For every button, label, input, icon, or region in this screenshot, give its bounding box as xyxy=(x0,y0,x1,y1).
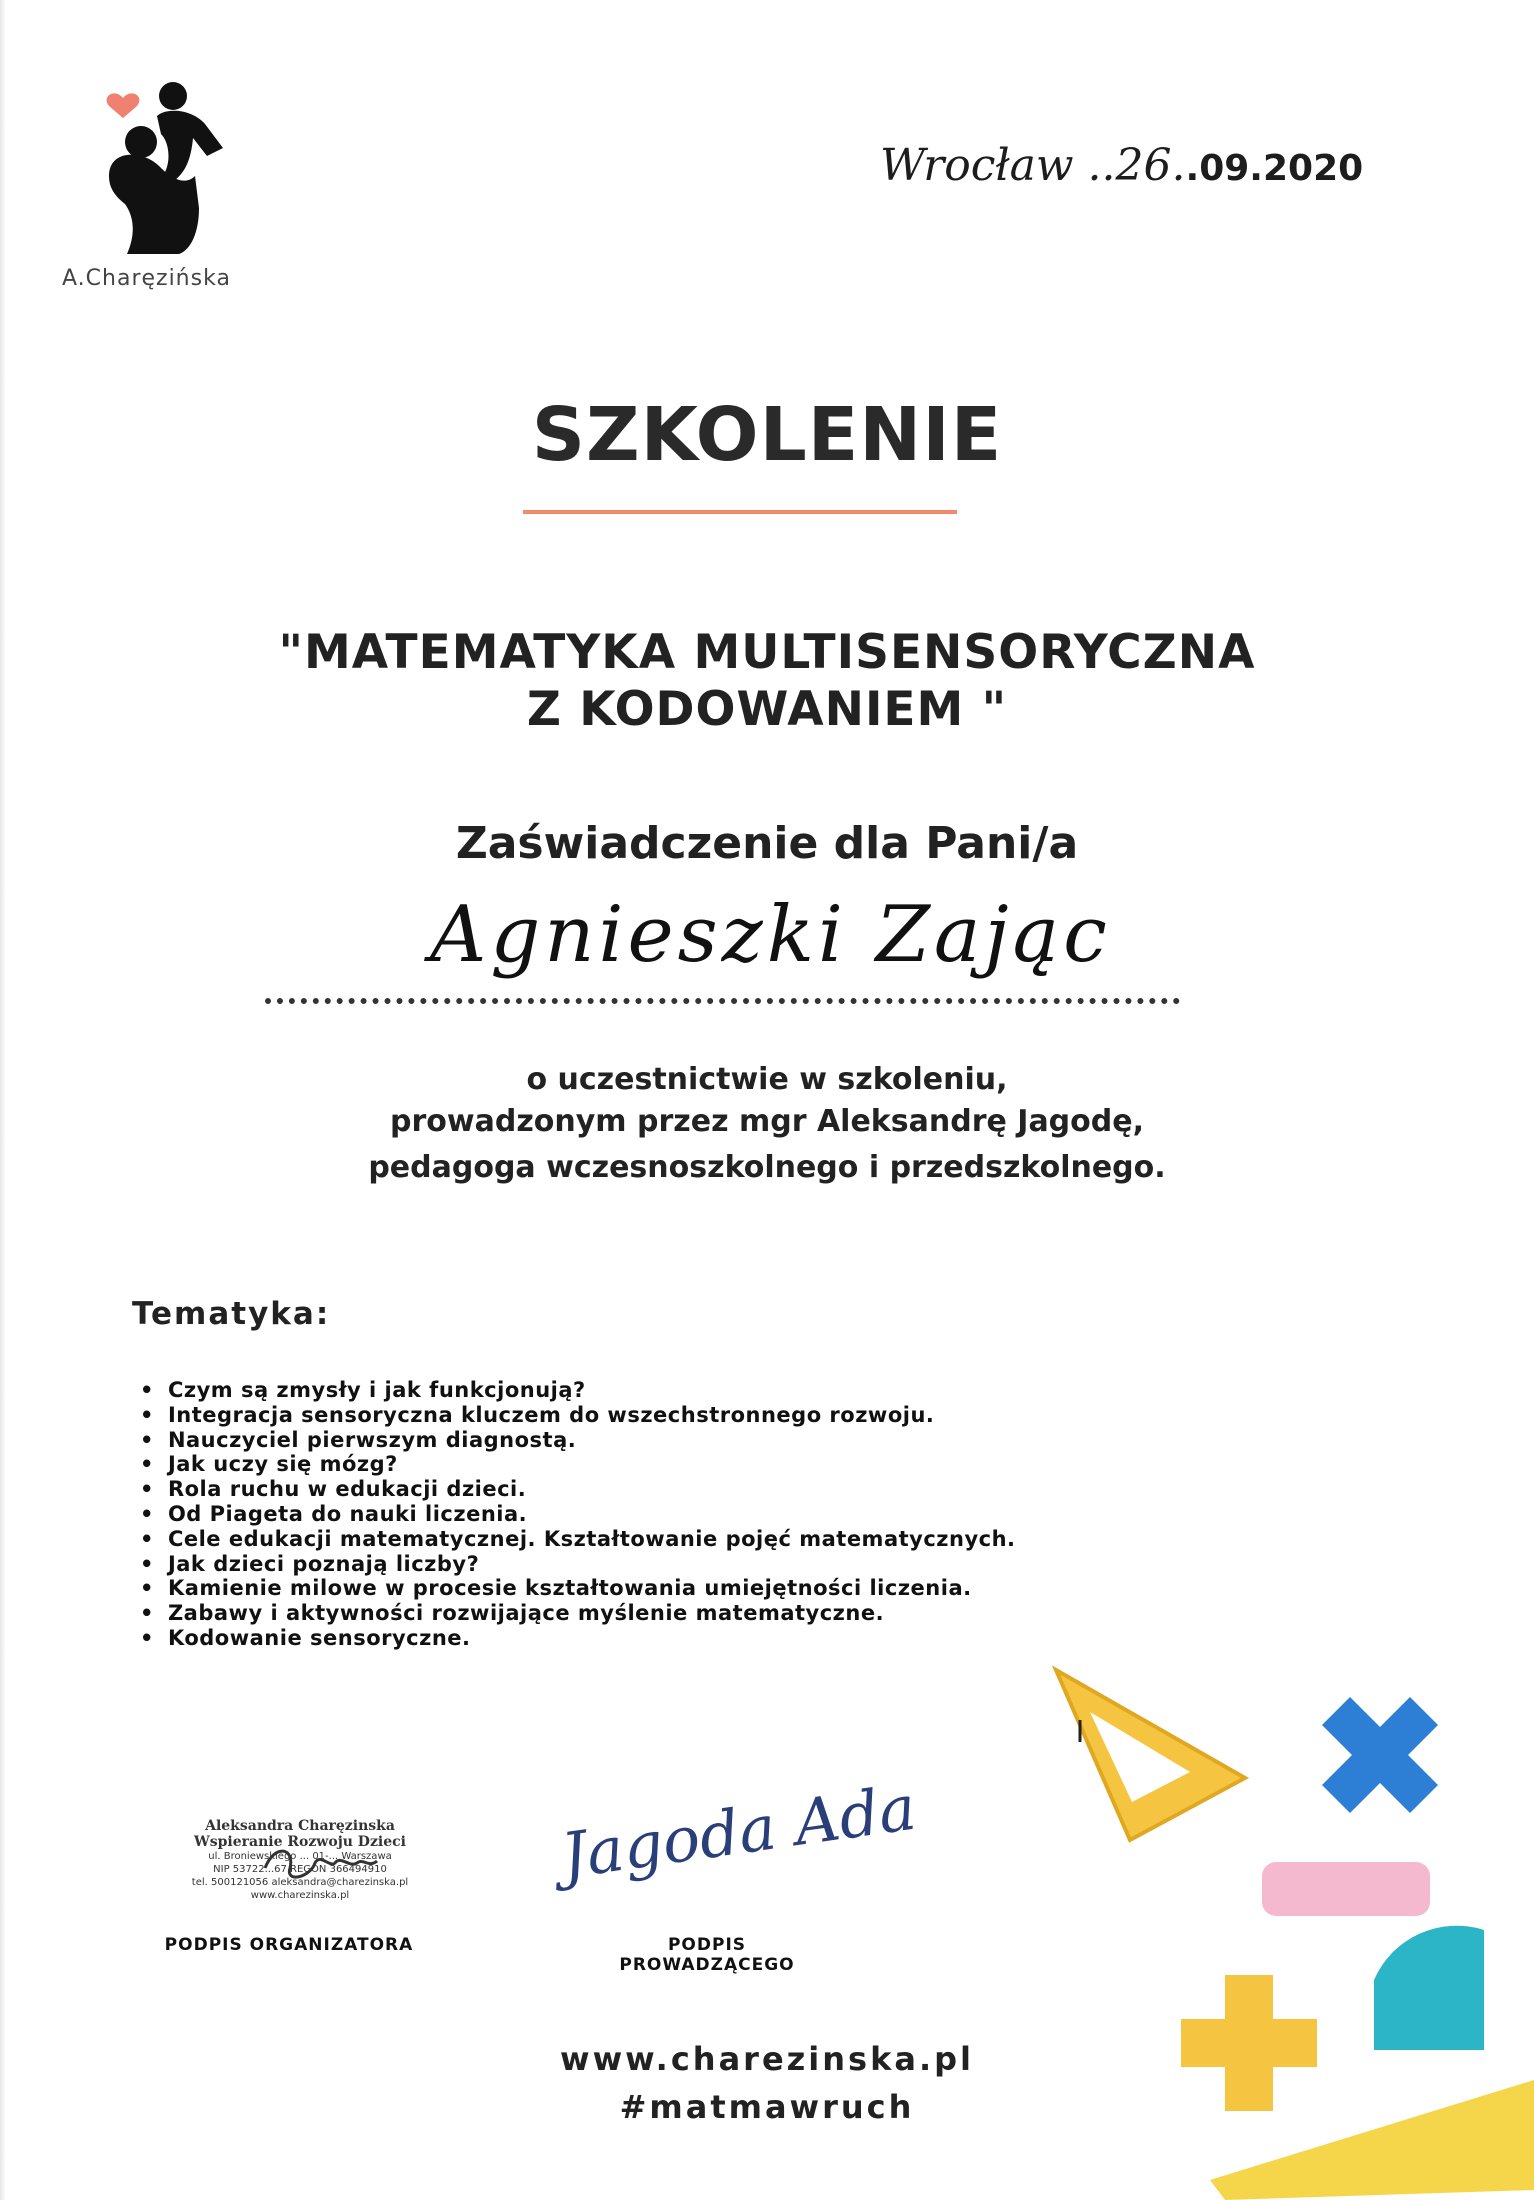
instructor-signature-label: PODPIS PROWADZĄCEGO xyxy=(619,1935,795,1975)
date-printed: .09.2020 xyxy=(1185,148,1364,189)
topic-item: • Czym są zmysły i jak funkcjonują? xyxy=(140,1378,1016,1403)
footer-hashtag: #matmawruch xyxy=(619,2088,915,2126)
stamp-line: Aleksandra Charęzinska xyxy=(205,1818,395,1834)
topics-list xyxy=(140,1378,1016,1651)
triangle-ruler-icon xyxy=(1056,1670,1245,1840)
plus-sign-icon xyxy=(1181,1975,1317,2111)
organizer-signature-label: PODPIS ORGANIZATORA xyxy=(164,1935,414,1955)
topic-item: • Jak uczy się mózg? xyxy=(140,1452,1016,1477)
description-line-3: pedagoga wczesnoszkolnego i przedszkolnego. xyxy=(368,1150,1166,1185)
description-line-2: prowadzonym przez mgr Aleksandrę Jagodę, xyxy=(390,1104,1144,1139)
accent-divider xyxy=(523,510,957,514)
topic-item: • Integracja sensoryczna kluczem do wszechstronnego rozwoju. xyxy=(140,1403,1016,1428)
organizer-signature xyxy=(245,1838,395,1888)
course-title-line2: Z KODOWANIEM " xyxy=(526,682,1008,737)
topics-heading: Tematyka: xyxy=(132,1296,331,1332)
topic-item: • Rola ruchu w edukacji dzieci. xyxy=(140,1477,1016,1502)
logo-text: A.Charęzińska xyxy=(62,266,231,291)
date-handwritten: Wrocław ..26. xyxy=(880,140,1186,191)
topic-item: • Nauczyciel pierwszym diagnostą. xyxy=(140,1428,1016,1453)
course-title-line1: "MATEMATYKA MULTISENSORYCZNA xyxy=(278,625,1256,680)
topic-item: • Kodowanie sensoryczne. xyxy=(140,1626,1016,1651)
recipient-name-handwritten: Agnieszki Zając xyxy=(430,890,1111,980)
topic-item: • Kamienie milowe w procesie kształtowania umiejętności liczenia. xyxy=(140,1576,1016,1601)
instructor-signature: Jagoda Ada xyxy=(556,1770,921,1893)
paper-edge-shadow xyxy=(0,0,6,2200)
footer-website: www.charezinska.pl xyxy=(560,2040,974,2078)
certificate-title: SZKOLENIE xyxy=(531,392,1003,478)
date xyxy=(880,140,1363,191)
stamp-line: www.charezinska.pl xyxy=(250,1890,350,1901)
description-line-1: o uczestnictwie w szkoleniu, xyxy=(526,1062,1008,1097)
stamp-line: Wspieranie Rozwoju Dzieci xyxy=(194,1834,406,1850)
course-title xyxy=(0,624,1534,738)
stamp-line: NIP 53722...67 REGON 366494910 xyxy=(213,1864,387,1875)
topic-item: • Od Piageta do nauki liczenia. xyxy=(140,1502,1016,1527)
math-decorations xyxy=(1040,1650,1534,2200)
multiply-sign-icon xyxy=(1322,1697,1438,1813)
logo-mother-child-icon xyxy=(95,68,245,258)
certificate-for-label: Zaświadczenie dla Pani/a xyxy=(455,818,1079,869)
stamp-line: ul. Broniewskiego ... 01-... Warszawa xyxy=(208,1851,392,1862)
stamp-line: tel. 500121056 aleksandra@charezinska.pl xyxy=(191,1877,409,1888)
topic-item: • Cele edukacji matematycznej. Kształtowanie pojęć matematycznych. xyxy=(140,1527,1016,1552)
topic-item: • Jak dzieci poznają liczby? xyxy=(140,1552,1016,1577)
protractor-icon xyxy=(1374,1926,1484,2050)
topic-item: • Zabawy i aktywności rozwijające myślenie matematyczne. xyxy=(140,1601,1016,1626)
minus-sign-icon xyxy=(1262,1862,1430,1916)
